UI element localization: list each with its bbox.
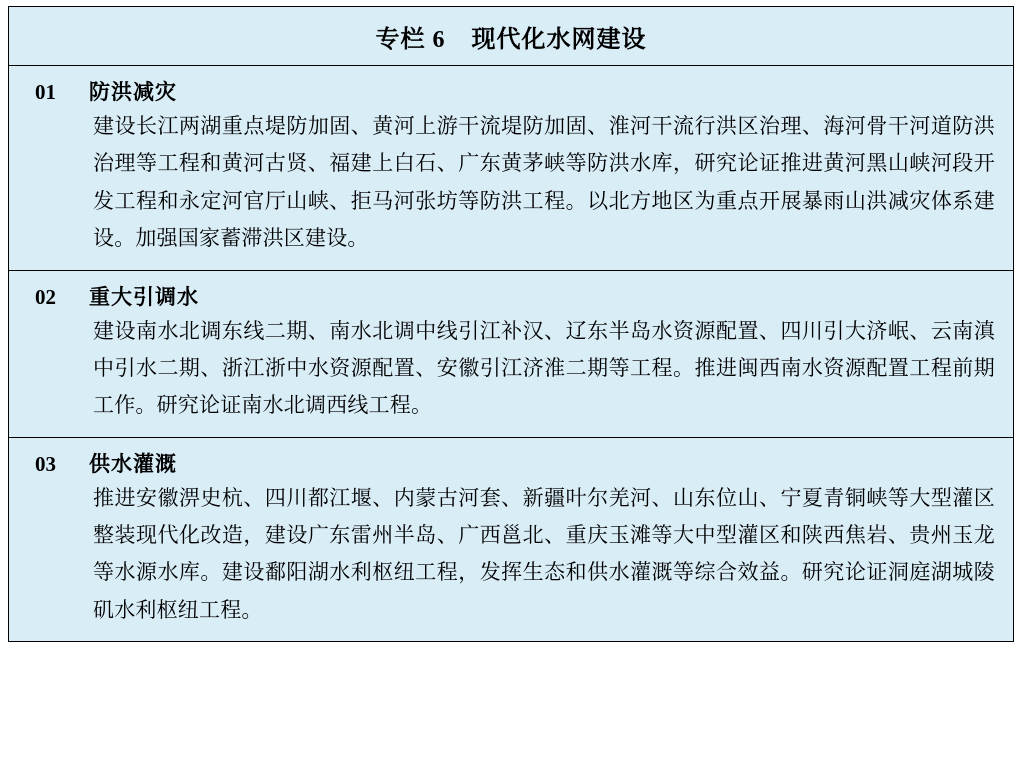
panel-title [9, 7, 1013, 66]
panel-title-prefix: 专栏 6 [375, 27, 446, 53]
feature-box-panel [8, 6, 1014, 642]
section-header [9, 448, 1013, 478]
section-title: 防洪减灾 [89, 80, 177, 104]
section-number: 02 [35, 284, 56, 309]
section-number: 01 [35, 80, 56, 104]
section-title: 重大引调水 [89, 284, 199, 309]
section-item [9, 271, 1013, 438]
section-header [9, 281, 1013, 311]
section-item [9, 66, 1013, 271]
section-body: 推进安徽淠史杭、四川都江堰、内蒙古河套、新疆叶尔羌河、山东位山、宁夏青铜峡等大型灌区整装现代化改造，建设广东雷州半岛、广西邕北、重庆玉滩等大中型灌区和陕西焦岩、贵州玉龙等水源水库。建设鄱阳湖水利枢纽工程，发挥生态和供水灌溉等综合效益。研究论证洞庭湖城陵矶水利枢纽工程。 [93, 485, 995, 622]
section-title: 供水灌溉 [89, 451, 177, 476]
section-header [9, 76, 1013, 106]
section-item [9, 438, 1013, 642]
panel-title-main: 现代化水网建设 [471, 27, 647, 53]
section-body: 建设南水北调东线二期、南水北调中线引江补汉、辽东半岛水资源配置、四川引大济岷、云南滇中引水二期、浙江浙中水资源配置、安徽引江济淮二期等工程。推进闽西南水资源配置工程前期工作。研究论证南水北调西线工程。 [93, 318, 995, 418]
section-number: 03 [35, 451, 56, 476]
section-body: 建设长江两湖重点堤防加固、黄河上游干流堤防加固、淮河干流行洪区治理、海河骨干河道防洪治理等工程和黄河古贤、福建上白石、广东黄茅峡等防洪水库，研究论证推进黄河黑山峡河段开发工程和永定河官厅山峡、拒马河张坊等防洪工程。以北方地区为重点开展暴雨山洪减灾体系建设。加强国家蓄滞洪区建设。 [93, 114, 995, 251]
